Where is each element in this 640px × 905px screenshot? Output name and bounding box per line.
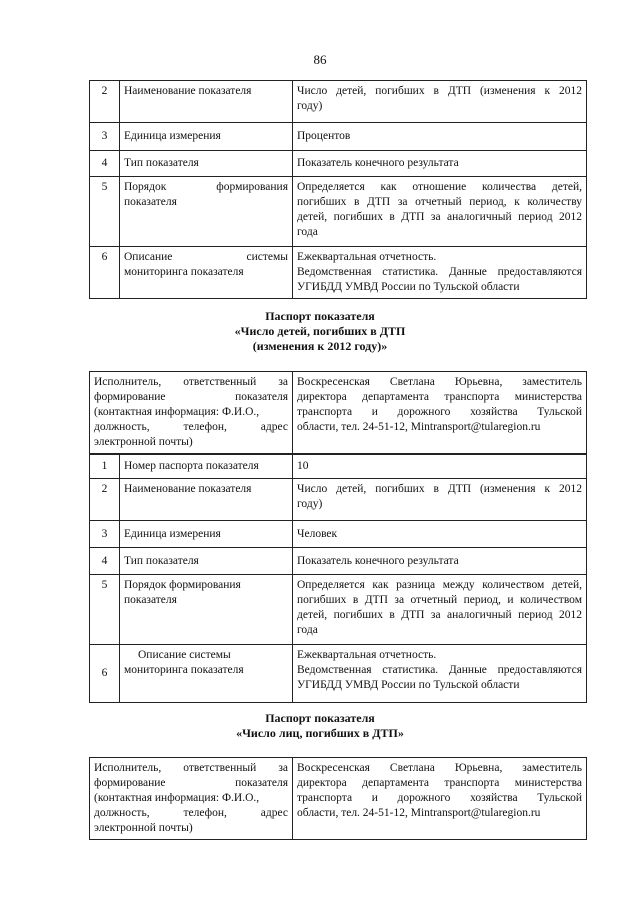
row-value: Показатель конечного результата: [293, 548, 587, 575]
executor-value: Воскресенская Светлана Юрьевна, заместитель директора департамента транспорта министерства транспорта и дорожного хозяйства Тульской области, тел. 24-51-12, Mintransport@tularegion.ru: [293, 758, 587, 840]
row-label: Тип показателя: [120, 548, 293, 575]
row-value: Число детей, погибших в ДТП (изменения к 2012 году): [293, 81, 587, 123]
executor-row: [90, 758, 587, 840]
indicator-table-continued: [89, 80, 587, 299]
passport-heading: [0, 711, 640, 741]
executor-table: [89, 371, 587, 454]
executor-row: [90, 372, 587, 454]
row-number: 4: [90, 151, 120, 177]
row-number: 2: [90, 81, 120, 123]
heading-indicator-note: (изменения к 2012 году)»: [252, 339, 388, 353]
page-number: 86: [313, 52, 327, 67]
row-value: Процентов: [293, 123, 587, 151]
table-row: [90, 645, 587, 703]
row-value: Ежеквартальная отчетность. Ведомственная статистика. Данные предоставляются УГИБДД УМВД России по Тульской области: [293, 645, 587, 703]
row-number: 4: [90, 548, 120, 575]
row-value: Определяется как разница между количеством детей, погибших в ДТП за отчетный период, и количеством детей, погибших в ДТП за аналогичный период 2012 года: [293, 575, 587, 645]
table-row: [90, 151, 587, 177]
row-number: 5: [90, 177, 120, 247]
table-row: [90, 479, 587, 521]
executor-label: Исполнитель, ответственный за формирование показателя (контактная информация: Ф.И.О., должность, телефон, адрес электронной почты): [90, 758, 293, 840]
table-row: [90, 548, 587, 575]
executor-value: Воскресенская Светлана Юрьевна, заместитель директора департамента транспорта министерства транспорта и дорожного хозяйства Тульской области, тел. 24-51-12, Mintransport@tularegion.ru: [293, 372, 587, 454]
row-value: 10: [293, 455, 587, 479]
row-number: 5: [90, 575, 120, 645]
indicator-table: [89, 454, 587, 703]
row-value: Определяется как отношение количества детей, погибших в ДТП за отчетный период, к количеству детей, погибших в ДТП за аналогичный период 2012 года: [293, 177, 587, 247]
row-label: Наименование показателя: [120, 81, 293, 123]
row-label: Порядок формирования показателя: [120, 177, 293, 247]
table-row: [90, 123, 587, 151]
row-value: Человек: [293, 521, 587, 548]
heading-title: Паспорт показателя: [265, 711, 375, 725]
row-label: Описание системы мониторинга показателя: [120, 645, 293, 703]
table-row: [90, 575, 587, 645]
heading-title: Паспорт показателя: [265, 309, 375, 323]
table-row: [90, 521, 587, 548]
table-row: [90, 247, 587, 299]
table-row: [90, 455, 587, 479]
row-label: Тип показателя: [120, 151, 293, 177]
row-label: Номер паспорта показателя: [120, 455, 293, 479]
heading-indicator-name: «Число лиц, погибших в ДТП»: [236, 726, 404, 740]
row-number: 6: [90, 247, 120, 299]
row-value: Число детей, погибших в ДТП (изменения к 2012 году): [293, 479, 587, 521]
row-label: Описание системы мониторинга показателя: [120, 247, 293, 299]
heading-indicator-name: «Число детей, погибших в ДТП: [234, 324, 406, 338]
row-number: 6: [90, 645, 120, 703]
row-value: Показатель конечного результата: [293, 151, 587, 177]
row-label: Единица измерения: [120, 521, 293, 548]
row-number: 1: [90, 455, 120, 479]
table-row: [90, 177, 587, 247]
row-label: Наименование показателя: [120, 479, 293, 521]
row-label: Порядок формирования показателя: [120, 575, 293, 645]
executor-label: Исполнитель, ответственный за формирование показателя (контактная информация: Ф.И.О., должность, телефон, адрес электронной почты): [90, 372, 293, 454]
row-value: Ежеквартальная отчетность. Ведомственная статистика. Данные предоставляются УГИБДД УМВД России по Тульской области: [293, 247, 587, 299]
executor-table: [89, 757, 587, 840]
row-number: 3: [90, 521, 120, 548]
table-row: [90, 81, 587, 123]
row-number: 3: [90, 123, 120, 151]
passport-heading: [0, 309, 640, 354]
row-label: Единица измерения: [120, 123, 293, 151]
row-number: 2: [90, 479, 120, 521]
